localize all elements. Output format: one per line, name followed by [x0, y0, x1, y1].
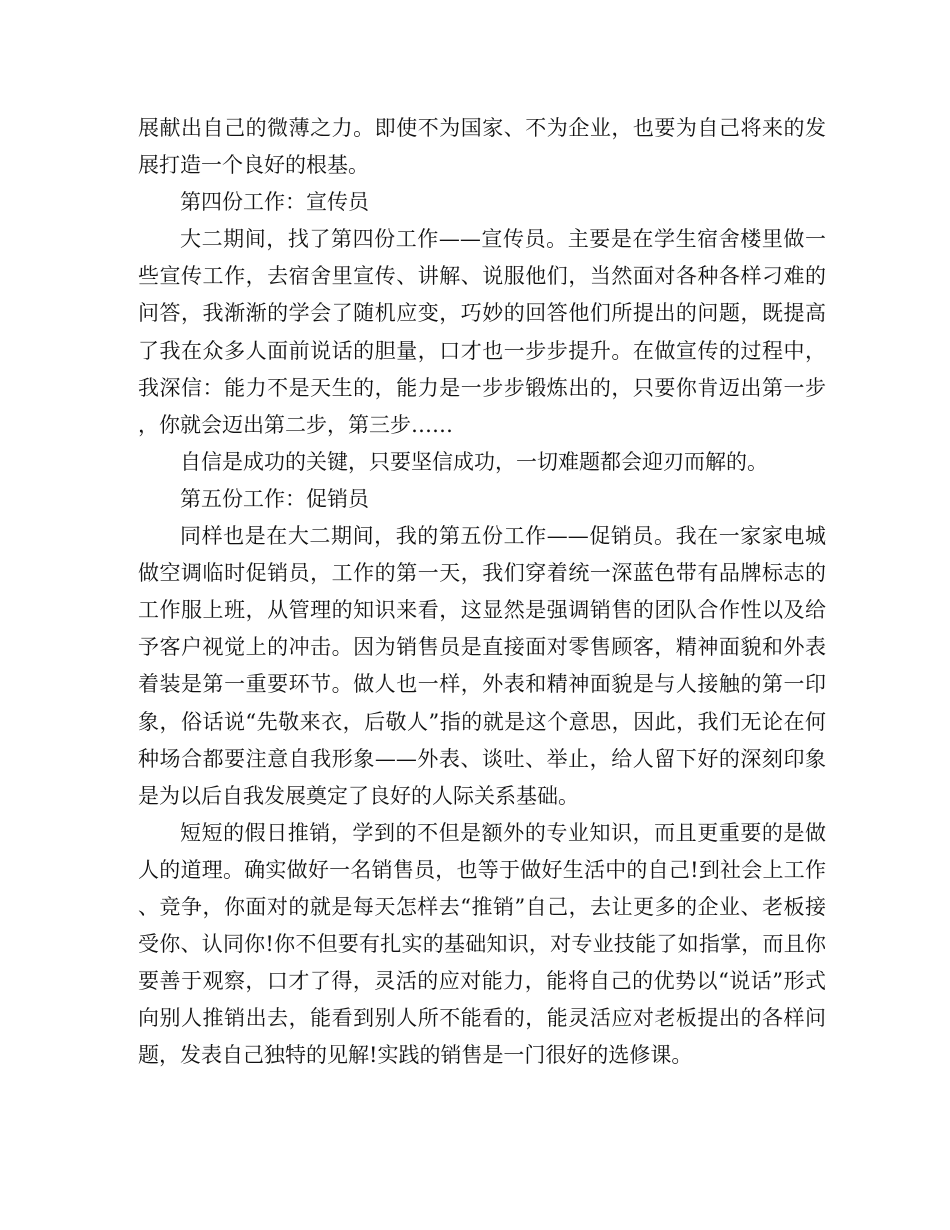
paragraph-job-four: 大二期间，找了第四份工作——宣传员。主要是在学生宿舍楼里做一些宣传工作，去宿舍里宣传、讲解、说服他们，当然面对各种各样刁难的问答，我渐渐的学会了随机应变，巧妙的回答他们所提出的问题，既提高了我在众多人面前说话的胆量，口才也一步步提升。在做宣传的过程中，我深信：能力不是天生的，能力是一步步锻炼出的，只要你肯迈出第一步，你就会迈出第二步，第三步……	[138, 227, 826, 437]
section-heading-job-four: 第四份工作：宣传员	[180, 190, 369, 215]
paragraph-job-five: 同样也是在大二期间，我的第五份工作——促销员。我在一家家电城做空调临时促销员，工作的第一天，我们穿着统一深蓝色带有品牌标志的工作服上班，从管理的知识来看，这显然是强调销售的团队合作性以及给予客户视觉上的冲击。因为销售员是直接面对零售顾客，精神面貌和外表着装是第一重要环节。做人也一样，外表和精神面貌是与人接触的第一印象，俗话说“先敬来衣，后敬人”指的就是这个意思，因此，我们无论在何种场合都要注意自我形象——外表、谈吐、举止，给人留下好的深刻印象是为以后自我发展奠定了良好的人际关系基础。	[138, 524, 826, 808]
paragraph-confidence: 自信是成功的关键，只要坚信成功，一切难题都会迎刃而解的。	[180, 449, 768, 474]
paragraph-sales-lessons: 短短的假日推销，学到的不但是额外的专业知识，而且更重要的是做人的道理。确实做好一名销售员，也等于做好生活中的自己!到社会上工作、竞争，你面对的就是每天怎样去“推销”自己，去让更多的企业、老板接受你、认同你!你不但要有扎实的基础知识，对专业技能了如指掌，而且你要善于观察，口才了得，灵活的应对能力，能将自己的优势以“说话”形式向别人推销出去，能看到别人所不能看的，能灵活应对老板提出的各样问题，发表自己独特的见解!实践的销售是一门很好的选修课。	[138, 820, 826, 1068]
document-body	[138, 110, 826, 1074]
paragraph-continuation: 展献出自己的微薄之力。即使不为国家、不为企业，也要为自己将来的发展打造一个良好的根基。	[138, 116, 826, 178]
section-heading-job-five: 第五份工作：促销员	[180, 486, 369, 511]
